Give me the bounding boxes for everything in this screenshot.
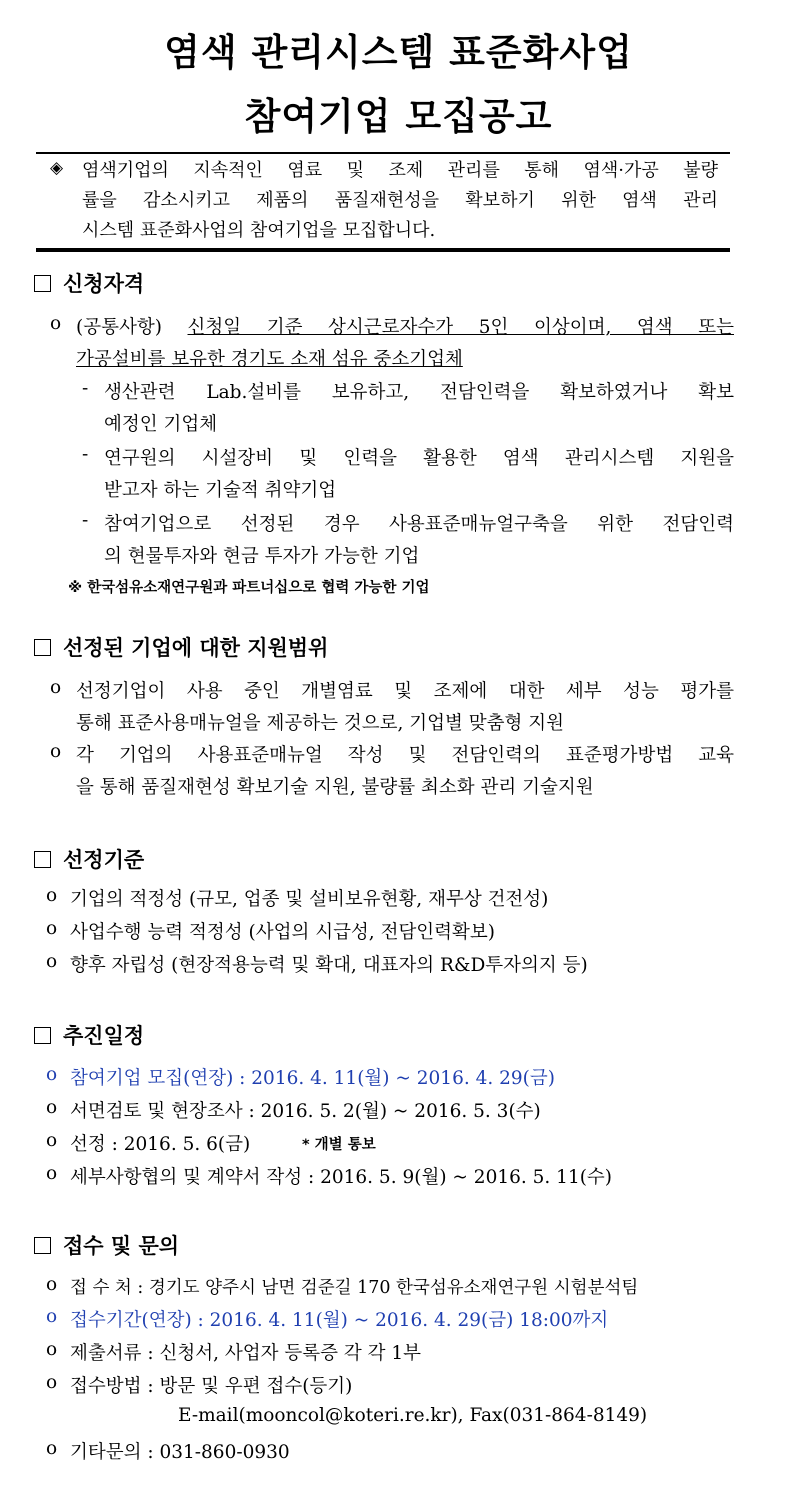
- dash-icon: -: [82, 378, 89, 399]
- eligibility-item: 생산관련 Lab.설비를 보유하고, 전담인력을 확보하였거나 확보: [104, 382, 734, 403]
- contact-item: 접 수 처 : 경기도 양주시 남면 검준길 170 한국섬유소재연구원 시험분석팀: [70, 1278, 639, 1298]
- dash-icon: -: [82, 510, 89, 531]
- support-item-cont: 통해 표준사용매뉴얼을 제공하는 것으로, 기업별 맞춤형 지원: [76, 713, 564, 734]
- criteria-item: 사업수행 능력 적정성 (사업의 시급성, 전담인력확보): [70, 922, 496, 943]
- schedule-item: 선정 : 2016. 5. 6(금): [70, 1134, 251, 1155]
- checkbox-square-icon: [34, 1237, 51, 1254]
- checkbox-square-icon: [34, 851, 51, 868]
- criteria-item: 기업의 적정성 (규모, 업종 및 설비보유현황, 재무상 건전성): [70, 889, 549, 910]
- support-item: 각 기업의 사용표준매뉴얼 작성 및 전담인력의 표준평가방법 교육: [76, 745, 734, 766]
- notice-title-line2: 참여기업 모집공고: [244, 95, 553, 138]
- bullet-icon: o: [46, 1306, 58, 1327]
- eligibility-item: 연구원의 시설장비 및 인력을 활용한 염색 관리시스템 지원을: [104, 448, 734, 469]
- schedule-notify: * 개별 통보: [302, 1137, 376, 1153]
- eligibility-common-line2: 가공설비를 보유한 경기도 소재 섬유 중소기업체: [76, 349, 463, 370]
- schedule-item: 세부사항협의 및 계약서 작성 : 2016. 5. 9(월) ~ 2016. 5. 11(수): [70, 1167, 613, 1188]
- bullet-icon: o: [46, 1163, 58, 1184]
- bullet-icon: o: [46, 1438, 58, 1459]
- bullet-icon: o: [46, 918, 58, 939]
- bullet-icon: o: [46, 951, 58, 972]
- bullet-icon: o: [46, 1372, 58, 1393]
- bullet-icon: o: [50, 313, 62, 334]
- bullet-icon: o: [46, 1274, 58, 1295]
- checkbox-square-icon: [34, 639, 51, 656]
- bullet-icon: o: [46, 1064, 58, 1085]
- eligibility-note: ※ 한국섬유소재연구원과 파트너십으로 협력 가능한 기업: [68, 580, 430, 596]
- dash-icon: -: [82, 444, 89, 465]
- criteria-item: 향후 자립성 (현장적용능력 및 확대, 대표자의 R&D투자의지 등): [70, 955, 588, 976]
- bullet-icon: o: [46, 1130, 58, 1151]
- bullet-icon: o: [46, 1339, 58, 1360]
- bullet-icon: o: [46, 1097, 58, 1118]
- support-item-cont: 을 통해 품질재현성 확보기술 지원, 불량률 최소화 관리 기술지원: [76, 777, 594, 798]
- contact-item-period: 접수기간(연장) : 2016. 4. 11(월) ~ 2016. 4. 29(금) 18:00까지: [70, 1310, 609, 1331]
- checkbox-square-icon: [34, 275, 51, 292]
- bullet-icon: o: [50, 741, 62, 762]
- section-heading-schedule: 추진일정: [34, 1020, 144, 1050]
- contact-item: 제출서류 : 신청서, 사업자 등록증 각 각 1부: [70, 1343, 421, 1364]
- contact-email-fax: E-mail(mooncol@koteri.re.kr), Fax(031-864-8149): [178, 1405, 648, 1426]
- schedule-item: 서면검토 및 현장조사 : 2016. 5. 2(월) ~ 2016. 5. 3(수): [70, 1101, 541, 1122]
- intro-box: [36, 152, 730, 252]
- contact-item: 접수방법 : 방문 및 우편 접수(등기): [70, 1376, 353, 1397]
- section-heading-contact: 접수 및 문의: [34, 1230, 179, 1260]
- section-heading-eligibility: 신청자격: [34, 268, 144, 298]
- bullet-icon: o: [50, 677, 62, 698]
- eligibility-item-cont: 받고자 하는 기술적 취약기업: [104, 480, 337, 501]
- eligibility-common-line1: (공통사항) 신청일 기준 상시근로자수가 5인 이상이며, 염색 또는: [76, 317, 734, 338]
- eligibility-item: 참여기업으로 선정된 경우 사용표준매뉴얼구축을 위한 전담인력: [104, 514, 734, 535]
- notice-title-line1: 염색 관리시스템 표준화사업: [164, 31, 633, 74]
- bullet-icon: o: [46, 885, 58, 906]
- intro-line: 시스템 표준화사업의 참여기업을 모집합니다.: [82, 220, 436, 241]
- intro-line: 염색기업의 지속적인 염료 및 조제 관리를 통해 염색·가공 불량: [82, 160, 718, 181]
- schedule-item-recruit: 참여기업 모집(연장) : 2016. 4. 11(월) ~ 2016. 4. 29(금): [70, 1068, 555, 1089]
- support-item: 선정기업이 사용 중인 개별염료 및 조제에 대한 세부 성능 평가를: [76, 681, 734, 702]
- section-heading-criteria: 선정기준: [34, 844, 144, 874]
- eligibility-item-cont: 의 현물투자와 현금 투자가 가능한 기업: [104, 546, 420, 567]
- diamond-icon: ◈: [50, 158, 64, 178]
- checkbox-square-icon: [34, 1027, 51, 1044]
- intro-line: 률을 감소시키고 제품의 품질재현성을 확보하기 위한 염색 관리: [82, 190, 718, 211]
- contact-other: 기타문의 : 031-860-0930: [70, 1442, 290, 1463]
- section-heading-support: 선정된 기업에 대한 지원범위: [34, 632, 328, 662]
- eligibility-item-cont: 예정인 기업체: [104, 414, 218, 435]
